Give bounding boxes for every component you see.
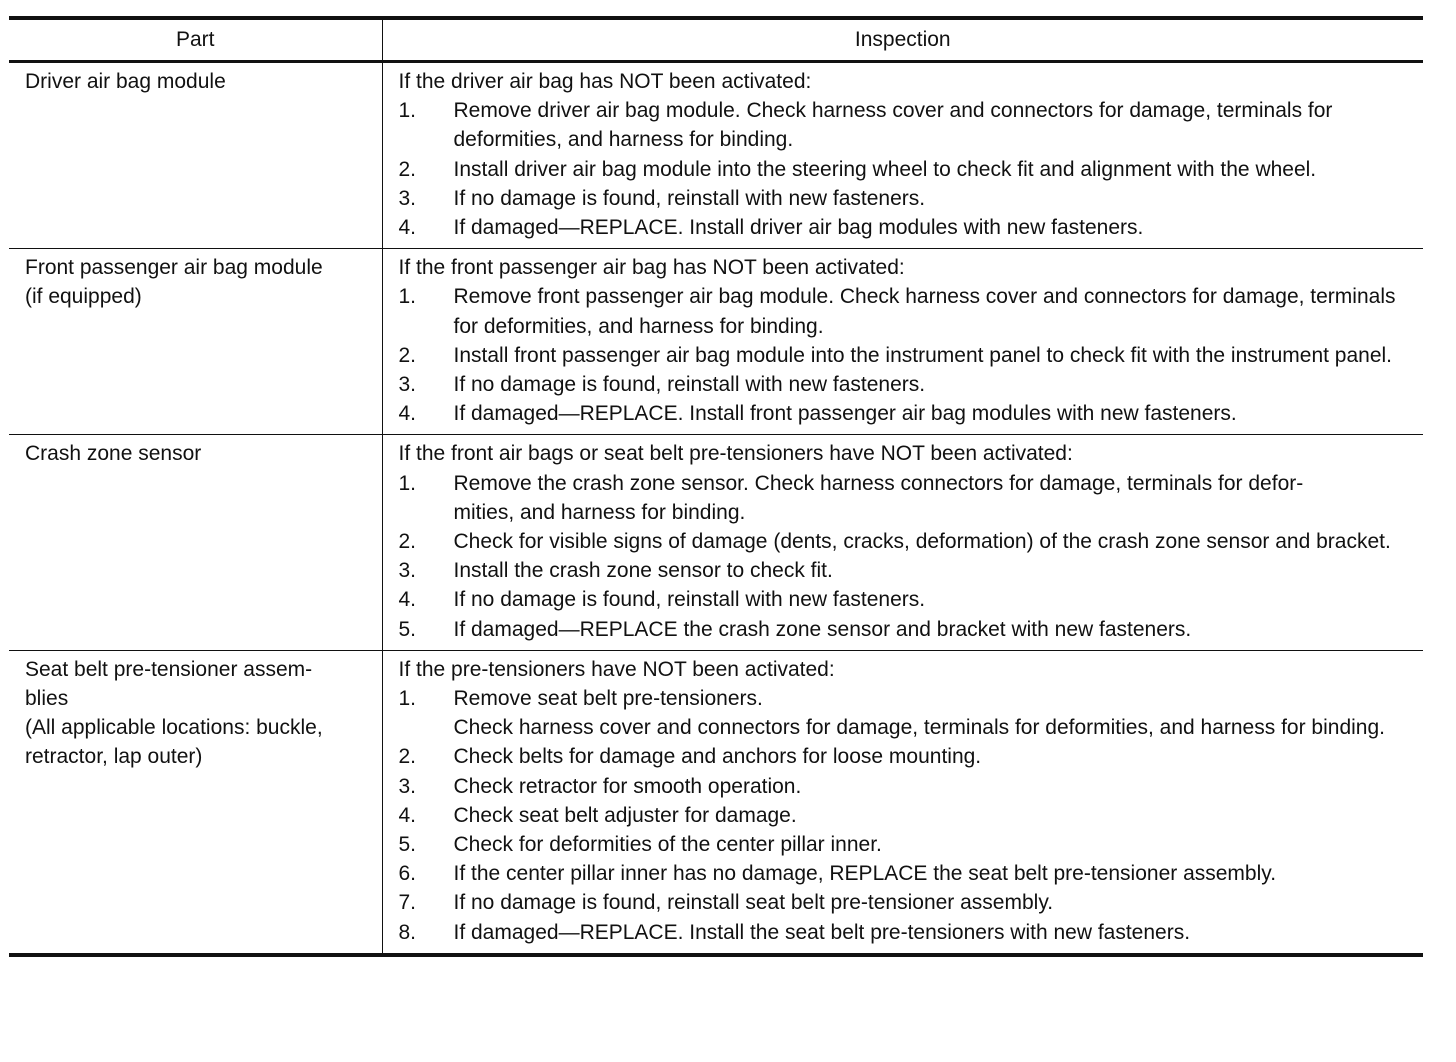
inspection-intro: If the front air bags or seat belt pre-tensioners have NOT been activated: (398, 442, 1073, 466)
inspection-steps (399, 469, 1418, 644)
step-text: Check belts for damage and anchors for loose mounting. (453, 745, 982, 769)
step-number: 3. (398, 774, 417, 798)
inspection-step (399, 742, 1418, 771)
inspection-intro: If the front passenger air bag has NOT been activated: (398, 256, 905, 280)
step-text: Remove seat belt pre-tensioners. Check harness cover and connectors for damage, terminals for deformities, and harness for binding. (453, 687, 1385, 740)
inspection-step (399, 830, 1418, 859)
step-number: 2. (398, 745, 417, 769)
table-header (9, 18, 1423, 62)
inspection-step (399, 96, 1418, 154)
step-text: Install the crash zone sensor to check fit. (453, 559, 833, 583)
step-text: If no damage is found, reinstall with new fasteners. (453, 588, 926, 612)
step-text: Remove driver air bag module. Check harness cover and connectors for damage, terminals for deformities, and harness for binding. (453, 99, 1333, 152)
step-text: Install front passenger air bag module into the instrument panel to check fit with the instrument panel. (453, 343, 1393, 367)
step-text: Remove the crash zone sensor. Check harness connectors for damage, terminals for defor- mities, and harness for binding. (453, 471, 1304, 524)
inspection-cell (382, 650, 1423, 955)
step-text: Check retractor for smooth operation. (453, 774, 802, 798)
inspection-step (399, 184, 1418, 213)
part-name: Front passenger air bag module (if equipped) (25, 256, 323, 309)
step-number: 2. (398, 157, 417, 181)
step-number: 1. (398, 687, 417, 711)
step-number: 1. (398, 285, 417, 309)
inspection-step (399, 282, 1418, 340)
inspection-table (9, 16, 1423, 957)
inspection-step (399, 888, 1418, 917)
table-row (9, 435, 1423, 650)
step-number: 2. (398, 530, 417, 554)
inspection-step (399, 615, 1418, 644)
part-name: Driver air bag module (25, 70, 226, 93)
step-number: 4. (398, 402, 417, 426)
step-text: If damaged—REPLACE. Install driver air bag modules with new fasteners. (453, 216, 1144, 240)
inspection-intro: If the pre-tensioners have NOT been activated: (398, 657, 835, 681)
step-number: 3. (398, 373, 417, 397)
inspection-steps (399, 282, 1418, 428)
step-text: Check for visible signs of damage (dents, cracks, deformation) of the crash zone sensor and bracket. (453, 530, 1391, 554)
step-number: 5. (398, 617, 417, 641)
inspection-step (399, 772, 1418, 801)
step-number: 1. (398, 471, 417, 495)
step-number: 3. (398, 559, 417, 583)
inspection-cell (382, 435, 1423, 650)
inspection-step (399, 469, 1418, 527)
step-text: If no damage is found, reinstall with new fasteners. (453, 186, 926, 210)
step-number: 4. (398, 216, 417, 240)
step-number: 3. (398, 186, 417, 210)
inspection-step (399, 801, 1418, 830)
inspection-steps (399, 684, 1418, 947)
step-number: 4. (398, 588, 417, 612)
step-text: Check for deformities of the center pillar inner. (453, 833, 882, 857)
step-number: 1. (398, 99, 417, 123)
part-name: Seat belt pre-tensioner assem- blies (All applicable locations: buckle, retractor, lap outer) (25, 657, 323, 769)
step-text: Check seat belt adjuster for damage. (453, 803, 797, 827)
inspection-step (399, 527, 1418, 556)
inspection-step (399, 918, 1418, 947)
table-row (9, 62, 1423, 249)
inspection-cell (382, 249, 1423, 435)
part-cell (9, 650, 382, 955)
step-text: If damaged—REPLACE the crash zone sensor and bracket with new fasteners. (453, 617, 1192, 641)
step-number: 4. (398, 803, 417, 827)
inspection-steps (399, 96, 1418, 242)
inspection-step (399, 399, 1418, 428)
table-row (9, 650, 1423, 955)
table-row (9, 249, 1423, 435)
inspection-step (399, 370, 1418, 399)
step-text: Remove front passenger air bag module. Check harness cover and connectors for damage, terminals for deformities, and harness for binding. (453, 285, 1396, 338)
part-cell (9, 435, 382, 650)
inspection-step (399, 556, 1418, 585)
header-part: Part (175, 28, 215, 51)
step-number: 5. (398, 833, 417, 857)
step-number: 6. (398, 862, 417, 886)
header-row (9, 18, 1423, 62)
step-text: Install driver air bag module into the steering wheel to check fit and alignment with the wheel. (453, 157, 1317, 181)
part-name: Crash zone sensor (25, 442, 202, 466)
step-text: If no damage is found, reinstall seat belt pre-tensioner assembly. (453, 891, 1054, 915)
inspection-intro: If the driver air bag has NOT been activated: (398, 70, 812, 93)
part-cell (9, 62, 382, 249)
step-text: If the center pillar inner has no damage, REPLACE the seat belt pre-tensioner assembly. (453, 862, 1277, 886)
step-number: 8. (398, 920, 417, 944)
step-text: If damaged—REPLACE. Install the seat belt pre-tensioners with new fasteners. (453, 920, 1191, 944)
step-text: If no damage is found, reinstall with new fasteners. (453, 373, 926, 397)
step-number: 7. (398, 891, 417, 915)
inspection-step (399, 585, 1418, 614)
inspection-cell (382, 62, 1423, 249)
inspection-step (399, 155, 1418, 184)
part-cell (9, 249, 382, 435)
header-inspection: Inspection (382, 18, 1423, 62)
inspection-step (399, 859, 1418, 888)
inspection-step (399, 213, 1418, 242)
step-text: If damaged—REPLACE. Install front passenger air bag modules with new fasteners. (453, 402, 1237, 426)
step-number: 2. (398, 343, 417, 367)
table-body (9, 62, 1423, 955)
inspection-step (399, 341, 1418, 370)
inspection-step (399, 684, 1418, 742)
